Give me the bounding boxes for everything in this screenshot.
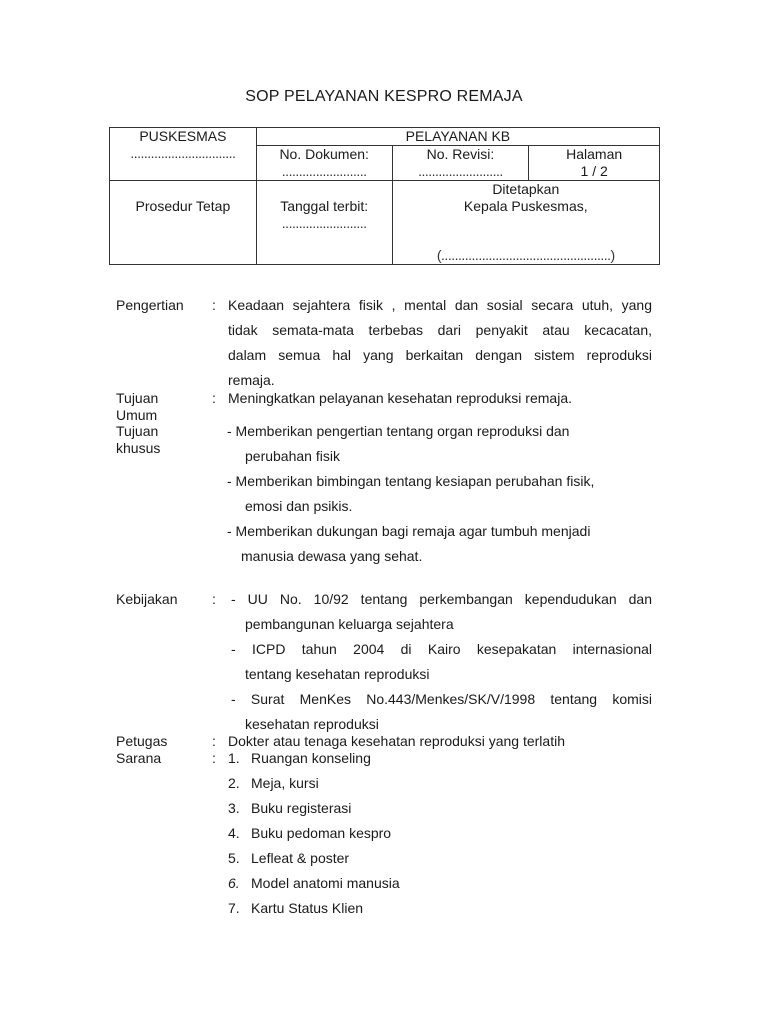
tujuan-umum-label-2: Umum — [116, 407, 158, 423]
revision-label: No. Revisi: — [426, 146, 495, 162]
petugas-label: Petugas — [116, 733, 168, 749]
puskesmas-dots: ............................... — [130, 145, 236, 161]
kebijakan-line-1: - UU No. 10/92 tentang perkembangan kependudukan dan — [231, 591, 652, 607]
tujuan-khusus-label-2: khusus — [116, 440, 161, 456]
sarana-item-text: Model anatomi manusia — [251, 875, 400, 891]
page-label: Halaman — [566, 146, 623, 162]
tujuan-umum-colon: : — [212, 390, 216, 406]
service-cell — [256, 128, 659, 146]
doc-no-dots: ......................... — [281, 163, 367, 179]
pengertian-line-3: dalam semua hal yang berkaitan dengan sistem reproduksi — [228, 347, 652, 363]
kebijakan-line-5: - Surat MenKes No.443/Menkes/SK/V/1998 tentang komisi — [231, 691, 652, 707]
issued-cell — [256, 181, 392, 265]
approval-cell — [392, 181, 659, 265]
document-title: SOP PELAYANAN KESPRO REMAJA — [245, 88, 523, 105]
tujuan-khusus-line-4: emosi dan psikis. — [245, 498, 353, 514]
issued-label: Tanggal terbit: — [280, 198, 369, 214]
petugas-colon: : — [212, 733, 216, 749]
kebijakan-line-6: kesehatan reproduksi — [245, 716, 379, 732]
header-table — [109, 127, 660, 265]
kebijakan-label: Kebijakan — [116, 591, 178, 607]
service-name: PELAYANAN KB — [405, 128, 511, 144]
tujuan-khusus-line-2: perubahan fisik — [245, 448, 340, 464]
tujuan-khusus-label-1: Tujuan — [116, 423, 159, 439]
pengertian-colon: : — [212, 297, 216, 313]
sarana-label: Sarana — [116, 750, 162, 766]
signature-line: (..................................................) — [436, 247, 615, 263]
kepala-label: Kepala Puskesmas, — [463, 198, 588, 214]
sarana-item-text: Lefleat & poster — [251, 850, 350, 866]
sarana-item-num: 5. — [228, 850, 240, 866]
pengertian-line-4: remaja. — [228, 372, 275, 388]
revision-dots: ......................... — [418, 163, 503, 179]
sarana-item-text: Buku pedoman kespro — [251, 825, 392, 841]
sarana-colon: : — [212, 750, 216, 766]
revision-cell — [392, 146, 529, 181]
pengertian-line-1: Keadaan sejahtera fisik , mental dan sosial secara utuh, yang — [228, 297, 652, 313]
sarana-item-num: 6. — [228, 875, 240, 891]
petugas-text: Dokter atau tenaga kesehatan reproduksi yang terlatih — [228, 733, 565, 749]
pengertian-line-2: tidak semata-mata terbebas dari penyakit atau kecacatan, — [228, 322, 652, 338]
sarana-item-num: 2. — [228, 775, 240, 791]
sarana-item-text: Buku registerasi — [251, 800, 352, 816]
kebijakan-line-4: tentang kesehatan reproduksi — [245, 666, 430, 682]
sarana-item-text: Meja, kursi — [251, 775, 319, 791]
tujuan-khusus-line-6: manusia dewasa yang sehat. — [241, 548, 423, 564]
tujuan-khusus-line-3: - Memberikan bimbingan tentang kesiapan perubahan fisik, — [227, 473, 595, 489]
issued-dots: ......................... — [281, 215, 367, 231]
page-cell — [529, 146, 660, 181]
page-value: 1 / 2 — [580, 163, 608, 179]
tujuan-umum-text: Meningkatkan pelayanan kesehatan reproduksi remaja. — [228, 390, 572, 406]
doc-no-cell — [256, 146, 392, 181]
tujuan-umum-label-1: Tujuan — [116, 390, 159, 406]
puskesmas-label: PUSKESMAS — [139, 128, 227, 144]
pengertian-label: Pengertian — [116, 297, 184, 313]
sarana-item-num: 7. — [228, 900, 240, 916]
doc-no-label: No. Dokumen: — [279, 146, 369, 162]
kebijakan-line-3: - ICPD tahun 2004 di Kairo kesepakatan internasional — [231, 641, 652, 657]
prosedur-cell — [110, 181, 257, 265]
prosedur-label: Prosedur Tetap — [135, 198, 231, 214]
sarana-item-num: 1. — [228, 750, 240, 766]
sarana-item-text: Ruangan konseling — [251, 750, 371, 766]
sarana-item-num: 3. — [228, 800, 240, 816]
tujuan-khusus-line-5: - Memberikan dukungan bagi remaja agar tumbuh menjadi — [227, 523, 591, 539]
sarana-item-text: Kartu Status Klien — [251, 900, 364, 916]
kebijakan-line-2: pembangunan keluarga sejahtera — [245, 616, 454, 632]
puskesmas-cell — [110, 128, 257, 181]
ditetapkan-label: Ditetapkan — [492, 181, 560, 197]
tujuan-khusus-line-1: - Memberikan pengertian tentang organ reproduksi dan — [227, 423, 570, 439]
sarana-item-num: 4. — [228, 825, 240, 841]
kebijakan-colon: : — [212, 591, 216, 607]
